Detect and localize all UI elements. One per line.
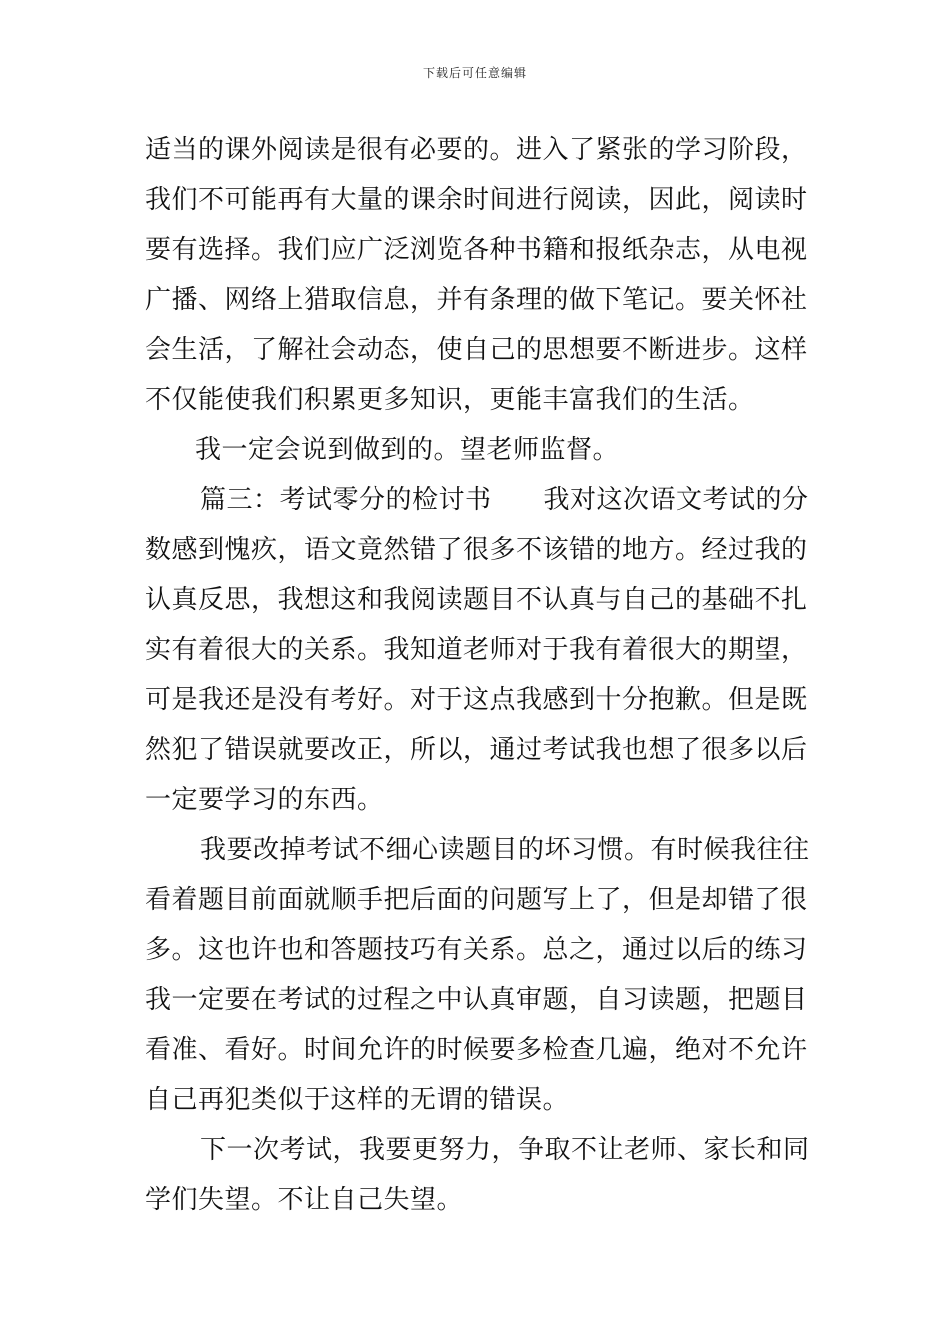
section-heading-line: [200, 483, 870, 517]
text-line: 然犯了错误就要改正，所以，通过考试我也想了很多以后: [145, 735, 808, 765]
text-line: 自己再犯类似于这样的无谓的错误。: [145, 1085, 570, 1115]
text-line: 下一次考试，我要更努力，争取不让老师、家长和同: [200, 1135, 810, 1165]
text-line: 可是我还是没有考好。对于这点我感到十分抱歉。但是既: [145, 685, 808, 715]
page-header: 下载后可任意编辑: [422, 66, 527, 80]
text-line: 看准、看好。时间允许的时候要多检查几遍，绝对不允许: [145, 1035, 808, 1065]
text-fragment: 我对这次语文考试的分: [543, 485, 809, 515]
text-line: 我一定要在考试的过程之中认真审题，自习读题，把题目: [145, 985, 808, 1015]
text-line: 实有着很大的关系。我知道老师对于我有着很大的期望，: [145, 635, 808, 665]
text-line: 学们失望。不让自己失望。: [145, 1185, 464, 1215]
text-line: 看着题目前面就顺手把后面的问题写上了，但是却错了很: [145, 885, 808, 915]
section-title: 篇三：考试零分的检讨书: [200, 485, 492, 515]
text-line: 数感到愧疚，语文竟然错了很多不该错的地方。经过我的: [145, 535, 808, 565]
text-line: 一定要学习的东西。: [145, 785, 384, 815]
text-line: 我们不可能再有大量的课余时间进行阅读，因此，阅读时: [145, 185, 808, 215]
text-line: 我要改掉考试不细心读题目的坏习惯。有时候我往往: [200, 835, 810, 865]
text-line: 会生活，了解社会动态，使自己的思想要不断进步。这样: [145, 335, 808, 365]
text-line: 不仅能使我们积累更多知识，更能丰富我们的生活。: [145, 385, 755, 415]
text-line: 适当的课外阅读是很有必要的。进入了紧张的学习阶段，: [145, 135, 808, 165]
text-line: 广播、网络上猎取信息，并有条理的做下笔记。要关怀社: [145, 285, 808, 315]
text-line: 我一定会说到做到的。望老师监督。: [195, 435, 620, 465]
text-line: 多。这也许也和答题技巧有关系。总之，通过以后的练习: [145, 935, 808, 965]
text-line: 要有选择。我们应广泛浏览各种书籍和报纸杂志，从电视: [145, 235, 808, 265]
text-line: 认真反思，我想这和我阅读题目不认真与自己的基础不扎: [145, 585, 808, 615]
